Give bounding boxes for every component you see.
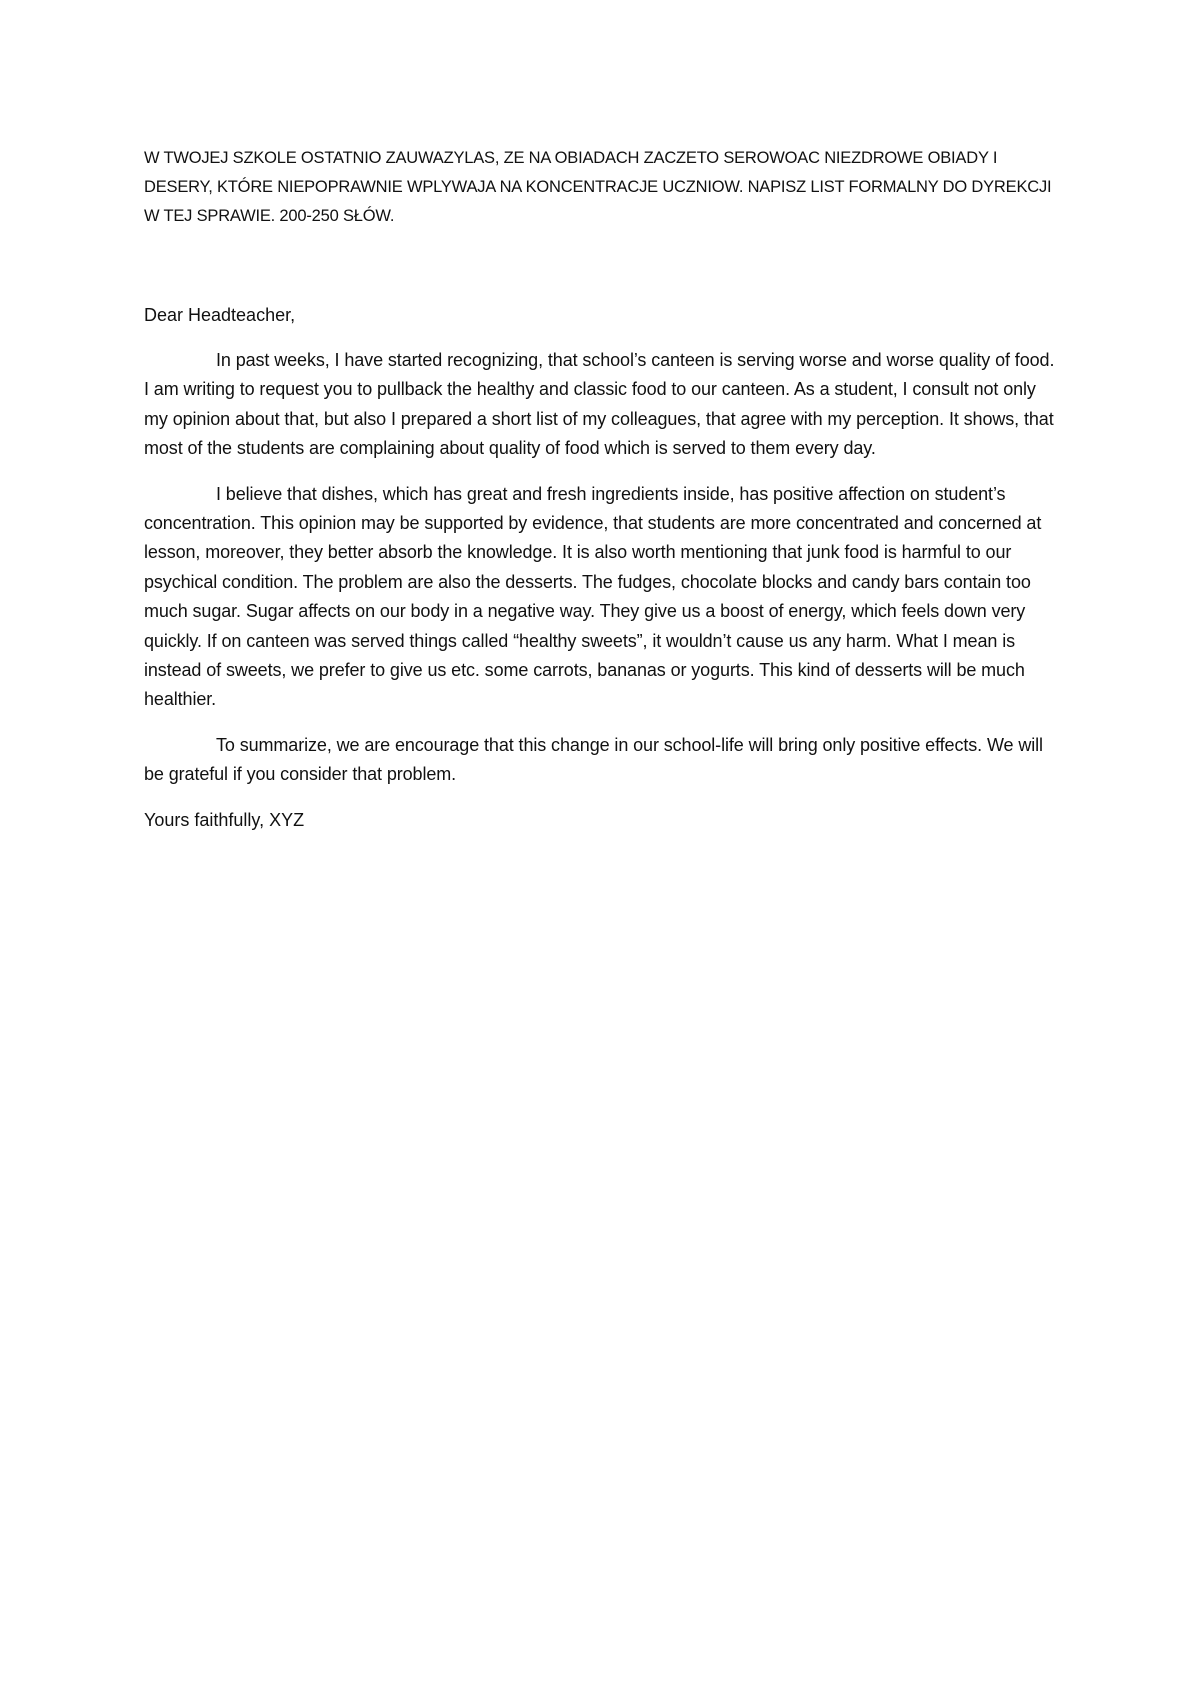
letter-paragraph-2: I believe that dishes, which has great and fresh ingredients inside, has positive affection on student’s concentration. This opinion may be supported by evidence, that students are more concentrated and concerned at lesson, moreover, they better absorb the knowledge. It is also worth mentioning that junk food is harmful to our psychical condition. The problem are also the desserts. The fudges, chocolate blocks and candy bars contain too much sugar. Sugar affects on our body in a negative way. They give us a boost of energy, which feels down very quickly. If on canteen was served things called “healthy sweets”, it wouldn’t cause us any harm. What I mean is instead of sweets, we prefer to give us etc. some carrots, bananas or yogurts. This kind of desserts will be much healthier. <box>144 483 1042 710</box>
letter-paragraph-1: In past weeks, I have started recognizing, that school’s canteen is serving worse and worse quality of food. I am writing to request you to pullback the healthy and classic food to our canteen. As a student, I consult not only my opinion about that, but also I prepared a short list of my colleagues, that agree with my perception. It shows, that most of the students are complaining about quality of food which is served to them every day. <box>144 350 1055 459</box>
letter-closing: Yours faithfully, XYZ <box>144 809 305 830</box>
document-body <box>144 144 1059 835</box>
task-instruction: W TWOJEJ SZKOLE OSTATNIO ZAUWAZYLAS, ZE NA OBIADACH ZACZETO SEROWOAC NIEZDROWE OBIADY I DESERY, KTÓRE NIEPOPRAWNIE WPLYWAJA NA KONCENTRACJE UCZNIOW. NAPISZ LIST FORMALNY DO DYREKCJI W TEJ SPRAWIE. 200-250 SŁÓW. <box>144 149 1052 225</box>
letter-greeting: Dear Headteacher, <box>144 305 296 325</box>
letter-paragraph-3: To summarize, we are encourage that this change in our school-life will bring only positive effects. We will be grateful if you consider that problem. <box>144 734 1043 785</box>
